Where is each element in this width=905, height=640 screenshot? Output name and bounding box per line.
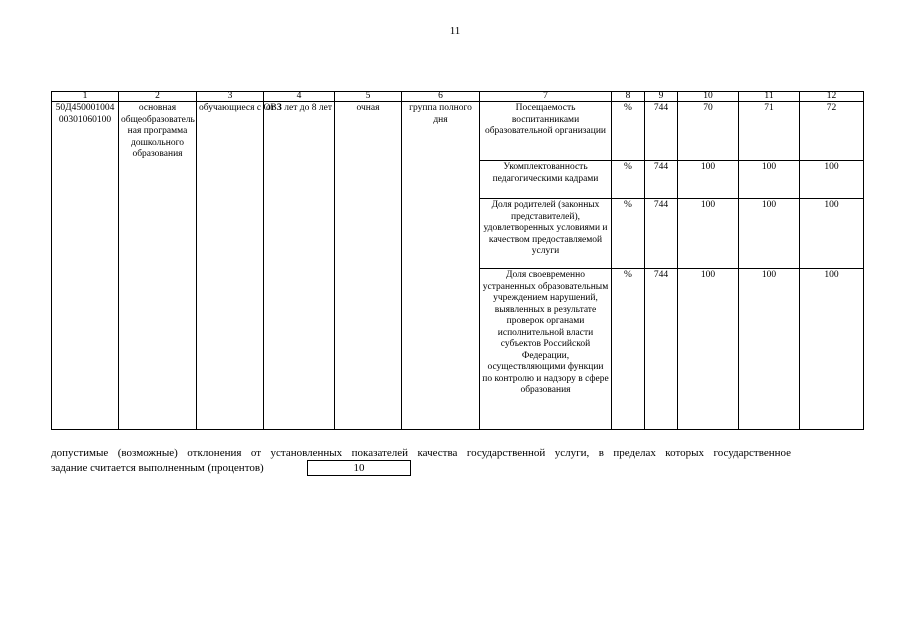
indicator-name: Доля своевременно устраненных образовательным учреждением нарушений, выявленных в результате проверок органами исполнительной власти субъектов Российской Федерации, осуществляющими функции по контролю и надзору в сфере образования xyxy=(480,269,612,430)
column-number-row xyxy=(52,92,864,102)
indicator-value-10: 100 xyxy=(678,199,739,269)
quality-indicators-table xyxy=(51,91,864,430)
student-category: обучающиеся с ОВЗ xyxy=(197,102,264,430)
allowed-deviation-note xyxy=(51,446,791,476)
indicator-value-11: 71 xyxy=(739,102,800,161)
indicator-name: Посещаемость воспитанниками образовательной организации xyxy=(480,102,612,161)
indicator-value-12: 100 xyxy=(800,269,864,430)
indicator-value-10: 70 xyxy=(678,102,739,161)
column-header: 12 xyxy=(800,92,864,102)
group-type: группа полного дня xyxy=(402,102,480,430)
indicator-name: Укомплектованность педагогическими кадрами xyxy=(480,161,612,199)
column-header: 10 xyxy=(678,92,739,102)
column-header: 6 xyxy=(402,92,480,102)
study-form: очная xyxy=(335,102,402,430)
column-header: 8 xyxy=(612,92,645,102)
indicator-okei: 744 xyxy=(645,199,678,269)
indicator-value-10: 100 xyxy=(678,161,739,199)
indicator-value-12: 100 xyxy=(800,199,864,269)
table-row xyxy=(52,102,864,161)
column-header: 2 xyxy=(119,92,197,102)
page-number: 11 xyxy=(449,25,461,37)
column-header: 1 xyxy=(52,92,119,102)
indicator-unit: % xyxy=(612,199,645,269)
column-header: 9 xyxy=(645,92,678,102)
service-code: 50Д450001004 00301060100 xyxy=(52,102,119,430)
column-header: 7 xyxy=(480,92,612,102)
indicator-unit: % xyxy=(612,269,645,430)
column-header: 4 xyxy=(264,92,335,102)
indicator-okei: 744 xyxy=(645,269,678,430)
column-header: 3 xyxy=(197,92,264,102)
indicator-unit: % xyxy=(612,161,645,199)
column-header: 11 xyxy=(739,92,800,102)
indicator-value-10: 100 xyxy=(678,269,739,430)
age-range: от 3 лет до 8 лет xyxy=(264,102,335,430)
deviation-text-line2: задание считается выполненным (процентов) xyxy=(51,462,264,474)
deviation-text-line1: допустимые (возможные) отклонения от установленных показателей качества государственной услуги, в пределах которых государственное xyxy=(51,447,791,459)
program-name: основная общеобразователь ная программа дошкольного образования xyxy=(119,102,197,430)
indicator-name: Доля родителей (законных представителей), удовлетворенных условиями и качеством предоставляемой услуги xyxy=(480,199,612,269)
column-header: 5 xyxy=(335,92,402,102)
indicator-value-12: 100 xyxy=(800,161,864,199)
indicator-value-11: 100 xyxy=(739,161,800,199)
indicator-value-11: 100 xyxy=(739,199,800,269)
deviation-percent-value: 10 xyxy=(307,460,411,476)
indicator-okei: 744 xyxy=(645,102,678,161)
indicator-okei: 744 xyxy=(645,161,678,199)
indicator-unit: % xyxy=(612,102,645,161)
indicator-value-12: 72 xyxy=(800,102,864,161)
indicator-value-11: 100 xyxy=(739,269,800,430)
